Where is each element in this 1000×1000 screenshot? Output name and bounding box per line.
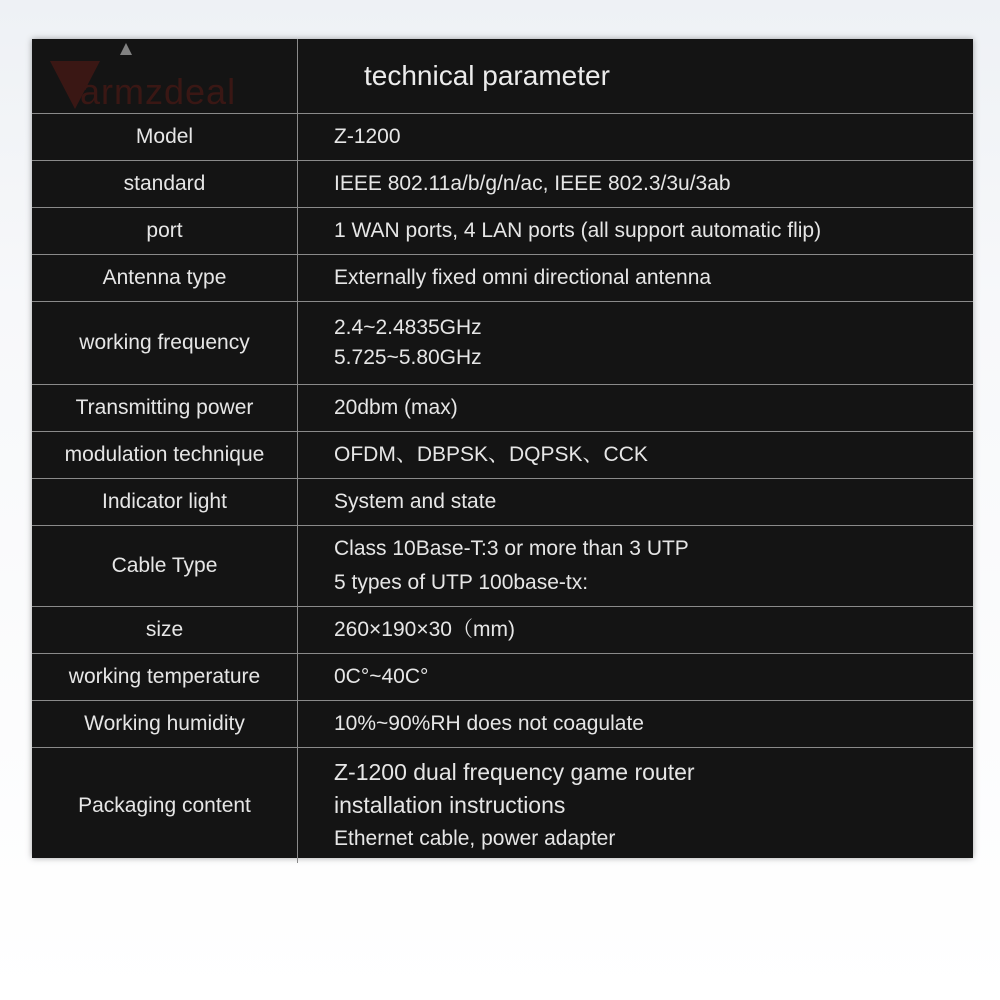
row-value: 260×190×30（mm) [298, 607, 974, 654]
row-value: 10%~90%RH does not coagulate [298, 701, 974, 748]
table-row [32, 385, 973, 432]
row-value: 0C°~40C° [298, 654, 974, 701]
row-value: Z-1200 [298, 114, 974, 161]
table-row [32, 302, 973, 385]
table-title: technical parameter [298, 39, 974, 114]
row-value: 20dbm (max) [298, 385, 974, 432]
row-label: Antenna type [32, 255, 298, 302]
row-value: System and state [298, 479, 974, 526]
row-value: Z-1200 dual frequency game router installation instructions Ethernet cable, power adapter [334, 759, 695, 850]
row-value: OFDM、DBPSK、DQPSK、CCK [298, 432, 974, 479]
table-row [32, 161, 973, 208]
table-row [32, 654, 973, 701]
row-label: working temperature [32, 654, 298, 701]
row-value: 2.4~2.4835GHz 5.725~5.80GHz [298, 302, 974, 385]
logo-cell [32, 39, 298, 114]
table-row [32, 748, 973, 864]
table-row [32, 114, 973, 161]
row-label: Cable Type [32, 526, 298, 607]
row-value: IEEE 802.11a/b/g/n/ac, IEEE 802.3/3u/3ab [298, 161, 974, 208]
table-header-row [32, 39, 973, 114]
row-value: 1 WAN ports, 4 LAN ports (all support automatic flip) [298, 208, 974, 255]
row-label: Transmitting power [32, 385, 298, 432]
row-label: Working humidity [32, 701, 298, 748]
row-label: Packaging content [32, 748, 298, 864]
table-row [32, 526, 973, 607]
row-value: Class 10Base-T:3 or more than 3 UTP 5 types of UTP 100base-tx: [298, 526, 974, 607]
row-label: working frequency [32, 302, 298, 385]
table-row [32, 432, 973, 479]
row-label: modulation technique [32, 432, 298, 479]
table-row [32, 607, 973, 654]
row-label: size [32, 607, 298, 654]
table-row [32, 701, 973, 748]
spec-table [32, 39, 973, 863]
table-row [32, 479, 973, 526]
table-row [32, 255, 973, 302]
row-label: standard [32, 161, 298, 208]
brand-logo [40, 43, 290, 113]
row-value: Externally fixed omni directional antenna [298, 255, 974, 302]
table-row [32, 208, 973, 255]
row-label: Model [32, 114, 298, 161]
row-label: port [32, 208, 298, 255]
row-label: Indicator light [32, 479, 298, 526]
logo-text: armzdeal [80, 71, 237, 112]
spec-card [32, 39, 973, 858]
